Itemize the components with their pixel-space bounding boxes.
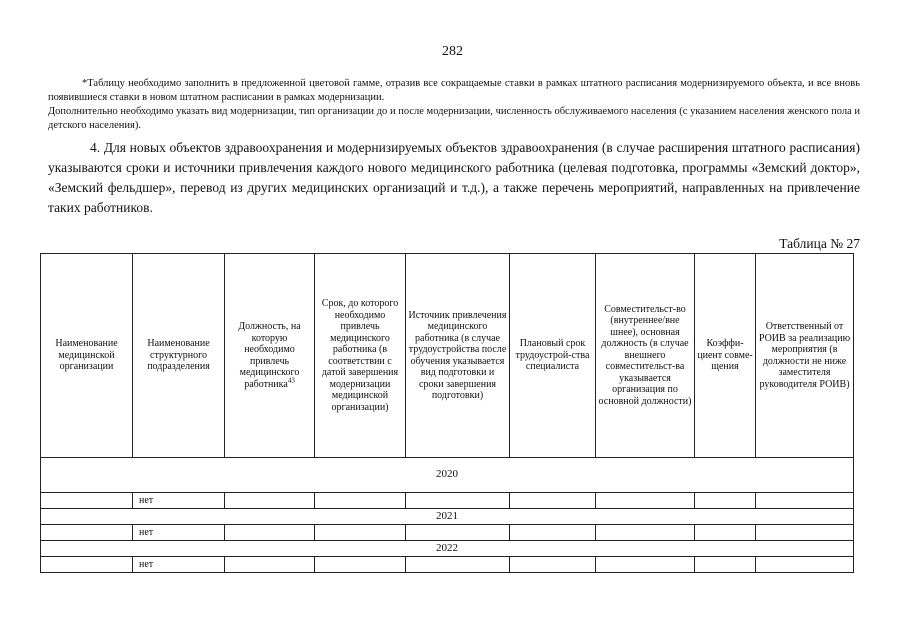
footnote-paragraph-1: *Таблицу необходимо заполнить в предложенной цветовой гамме, отразив все сокращаемые ставки в рамках штатного расписания модернизируемого объекта, и все вновь появившиеся ставки в новом штатном расписании в рамках модернизации.	[48, 78, 860, 103]
table-cell	[41, 525, 133, 541]
table-cell	[510, 493, 596, 509]
table-cell	[315, 557, 406, 573]
header-planned-term: Плановый срок трудоустрой-ства специалиста	[510, 254, 596, 458]
header-position	[225, 254, 315, 458]
table-cell	[596, 525, 695, 541]
table-cell	[510, 525, 596, 541]
table-row	[41, 493, 854, 509]
table-header-row	[41, 254, 854, 458]
table-cell	[695, 493, 756, 509]
paragraph-4: 4. Для новых объектов здравоохранения и модернизируемых объектов здравоохранения (в случае расширения штатного расписания) указываются сроки и источники привлечения каждого нового медицинского работника (целевая подготовка, программы «Земский доктор», «Земский фельдшер», перевод из других медицинских организаций и т.д.), а также перечень мероприятий, направленных на привлечение таких работников.	[48, 140, 860, 215]
table-cell	[695, 525, 756, 541]
division-cell: нет	[133, 493, 225, 509]
table-cell	[756, 525, 854, 541]
table-cell	[315, 493, 406, 509]
division-cell: нет	[133, 525, 225, 541]
recruitment-table	[40, 253, 854, 573]
table-cell	[406, 557, 510, 573]
header-term: Срок, до которого необходимо привлечь медицинского работника (в соответствии с датой завершения модернизации медицинской организации)	[315, 254, 406, 458]
header-position-footnote: 43	[287, 376, 295, 385]
table-cell	[406, 493, 510, 509]
page-number: 282	[442, 44, 463, 59]
table-cell	[225, 557, 315, 573]
header-position-text: Должность, на которую необходимо привлечь медицинского работника	[238, 321, 301, 390]
year-label: 2020	[41, 458, 854, 493]
table-cell	[225, 525, 315, 541]
header-part-time: Совместительст-во (внутреннее/вне шнее), основная должность (в случае внешнего совместительст-ва указывается организация по основной должности)	[596, 254, 695, 458]
header-division: Наименование структурного подразделения	[133, 254, 225, 458]
table-cell	[510, 557, 596, 573]
header-org-name: Наименование медицинской организации	[41, 254, 133, 458]
table-cell	[756, 557, 854, 573]
table-cell	[41, 557, 133, 573]
table-cell	[41, 493, 133, 509]
header-responsible: Ответственный от РОИВ за реализацию мероприятия (в должности не ниже заместителя руководителя РОИВ)	[756, 254, 854, 458]
footnote-note	[48, 77, 860, 133]
year-row	[41, 509, 854, 525]
table-cell	[596, 493, 695, 509]
table-row	[41, 525, 854, 541]
table-cell	[756, 493, 854, 509]
year-label: 2021	[41, 509, 854, 525]
header-source: Источник привлечения медицинского работника (в случае трудоустройства после обучения указывается вид подготовки и сроки завершения подготовки)	[406, 254, 510, 458]
year-label: 2022	[41, 541, 854, 557]
year-row	[41, 458, 854, 493]
table-cell	[695, 557, 756, 573]
division-cell: нет	[133, 557, 225, 573]
table-cell	[315, 525, 406, 541]
header-coefficient: Коэффи-циент совме-щения	[695, 254, 756, 458]
table-row	[41, 557, 854, 573]
table-caption: Таблица № 27	[779, 236, 860, 251]
table-cell	[225, 493, 315, 509]
footnote-paragraph-2: Дополнительно необходимо указать вид модернизации, тип организации до и после модернизации, численность обслуживаемого населения (с указанием населения женского пола и детского населения).	[48, 106, 860, 131]
table-cell	[406, 525, 510, 541]
table-cell	[596, 557, 695, 573]
year-row	[41, 541, 854, 557]
